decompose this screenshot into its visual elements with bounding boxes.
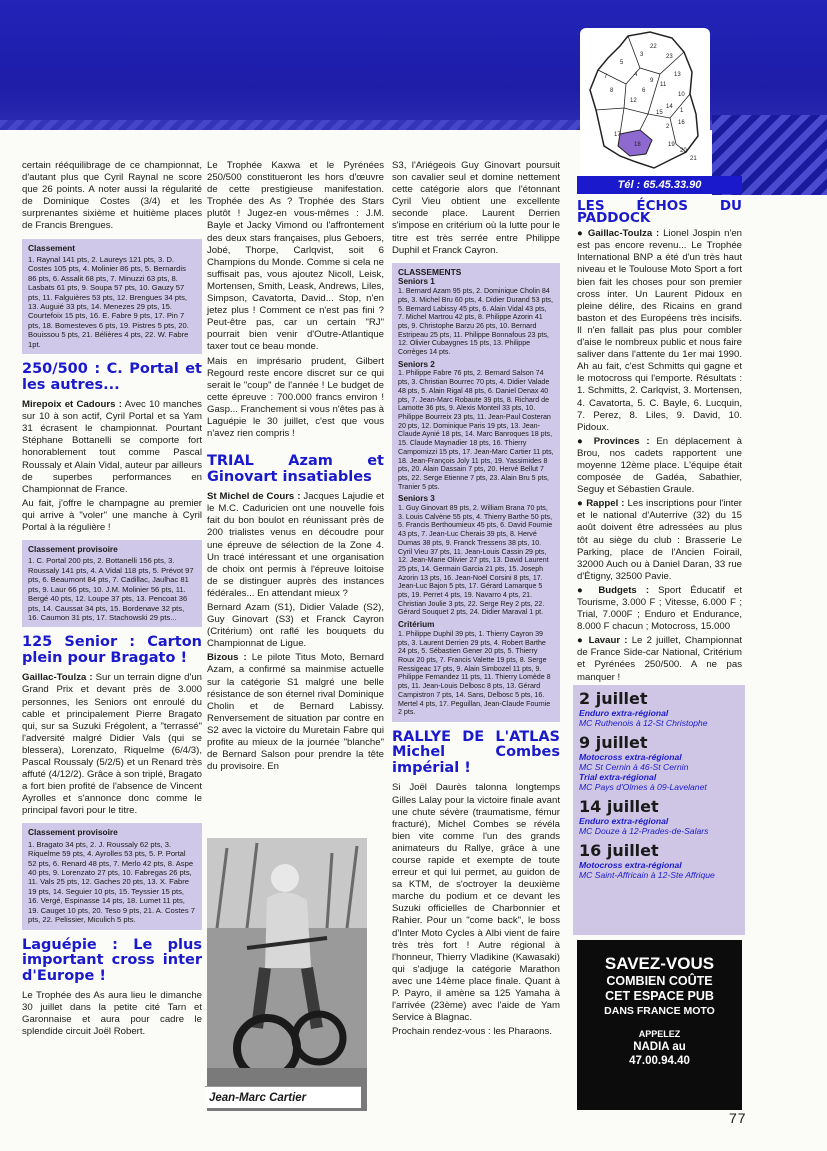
map-label: 5 [620,60,624,66]
paragraph [577,498,742,583]
text: Sport Éducatif et Tourisme, 3.000 F ; Vitesse, 6.000 F ; Trial, 7.000F ; Enduro et Endurance, 8.000 F chacun ; Motocross, 15.000 [577,584,742,633]
paragraph [207,491,384,600]
event-type: Enduro extra-régional [579,708,669,718]
standings-box [22,540,202,627]
event-club: MC Saint-Affricain à 12-Ste Affrique [579,870,715,880]
text: Le 2 juillet, Championnat de France Side-car National, Critérium et Pyrénées 250/500. A ne pas manquer ! [577,635,742,683]
map-label: 1 [680,108,684,114]
lead: Budgets : [598,584,650,596]
section-heading: Laguépie : Le plus important cross inter d'Europe ! [22,936,202,984]
paragraph [577,635,742,683]
text: Jacques Lajudie et le M.C. Caduricien ont une nouvelle fois fait du bon boulot en réunissant près de 200 trialistes venus en découdre pour une épreuve de sélection de la Zone 4. Un tracé intéressant et une organisation de choix ont permis à l'épreuve loitoise de se distinguer auprès des instances fédérales... En attendant mieux ? [207,491,385,599]
map-label: 22 [650,44,657,50]
event-type: Motocross extra-régional [579,752,682,762]
text: En déplacement à Brou, nos cadets rapportent une moyenne 12ème place. L'équipe était composée de Gadéa, Sabathier, Seguy et Sébastien Graule. [577,435,742,496]
box-title: Classement [28,242,76,253]
ad-phone: 47.00.94.40 [629,1055,690,1067]
paragraph [577,228,742,434]
calendar-date: 9 juillet [579,733,648,752]
standings-box [22,239,202,354]
map-label: 11 [660,82,667,88]
map-label: 23 [666,54,673,60]
paragraph: certain rééquilibrage de ce championnat, d'autant plus que Cyril Raynal ne score que 26 points. A noter aussi la régularité de Dominique Costes (3/4) et les surprenantes sixième et huitième places de Francis Brengues. [22,160,202,232]
paragraph [577,585,742,633]
bullet-icon: ● [577,498,587,510]
lead: Gaillac-Toulza : [22,672,93,684]
standings-box [392,263,560,722]
event-club: MC St Cernin à 46-St Cernin [579,762,689,772]
ad-line: APPELEZ [638,1029,681,1039]
map-label: 14 [666,104,673,110]
map-label: 2 [666,124,670,130]
box-text: 1. Bragato 34 pts, 2. J. Roussaly 62 pts, 3. Riquelme 59 pts, 4. Ayrolles 53 pts, 5. P. Portal 52 pts, 6. Renard 48 pts, 7. Merlo 42 pts, 8. Aspe 40 pts, 9. Lorenzato 27 pts, 10. Fabregas 26 pts, 11. Vals 25 pts, 12. Gaches 20 pts, 13. X. Fabre 19 pts, 14. Seguier 10 pts, 15. Teyssier 15 pts, 16. Vergé, Espinasse 14 pts, 18. Lumet 11 pts, 19. Cauget 10 pts, 20. Teso 9 pts, 21. A. Costes 7 pts, 22. Pelissier, Miculich 5 pts. [28,839,196,925]
ad-line: DANS FRANCE MOTO [604,1005,715,1017]
text: Sur un terrain digne d'un Grand Prix et devant près de 3.000 personnes, les Seniors ont enroulé du cable et principalement Pierre Bragato qui, sur sa Suzuki Frégolent, a "terrassé" l'adversité malgré Didier Vals (qui se blessera), Lorenzato, Riquelme (6/4/3), Pascal Roussaly (5/2/5) et un Renard très affuté (4/12/2). Grâce à son triplé, Bragato a fort bien profité de l'absence de Vincent Ayrolles et s'annonce donc comme le principal favori pour le titre. [22,672,203,817]
map-label: 7 [604,74,608,80]
bullet-icon: ● [577,635,589,647]
column-4 [577,200,742,686]
paragraph [207,652,384,773]
box-text: 1. Philippe Duphil 39 pts, 1. Thierry Cayron 39 pts, 3. Laurent Derrien 29 pts, 4. Robert Barthe 24 pts, 5. Sébastien Gener 20 pts, 5. Thierry Roux 20 pts, 7. Francis Valette 19 pts, 8. Serge Ressigeac 17 pts, 9. Alain Simbozel 11 pts, 9. Philippe Fernandez 11 pts, 11. Thierry Lomède 8 pts, 11. Jean-Louis Delbosc 8 pts, 13. Gérard Campistron 7 pts, 14. Sans, Delbosc 5 pts, 16. Mertel 4 pts, 17. Peguillan, Jean-Claude Fournie 2 pts. [398,629,551,717]
box-text: 1. Philippe Fabre 76 pts, 2. Bernard Salson 74 pts, 3. Christian Bourrec 70 pts, 4. Didier Valade 48 pts, 5. Alain Rigal 48 pts, 6. Daniel Denax 40 pts, 7. Jean-Marc Robaute 39 pts, 8. Richard de Lamotte 36 pts, 9. Alexis Monteil 33 pts, 10. Philippe Bourreix 23 pts, 11. Jean-Paul Costeran 20 pts, 12. Dominique Paris 19 pts, 13. Jean-Claude Aynié 18 pts, 14. Marc Banroques 18 pts, 15. Claude Maynadier 18 pts, 16. Thierry Campomizzi 15 pts, 17. Jean-Marc Cartier 11 pts, 18. Jean-François Joly 11 pts, 19. Yassimides 8 pts, 20. Alain Dassain 7 pts, 20. Hervé Bellut 7 pts, 22. Serge Etienne 7 pts, 23. Alain Bru 5 pts, Tranier 5 pts. [398,369,554,491]
box-title: Classement provisoire [28,544,118,555]
section-heading: RALLYE DE L'ATLAS Michel Combes impérial ! [392,728,560,776]
event-club: MC Pays d'Olmes à 09-Lavelanet [579,782,707,792]
box-text: 1. Guy Ginovart 89 pts, 2. William Brana 70 pts, 3. Louis Calvène 55 pts, 4. Thierry Barthe 50 pts, 5. Francis Berthoumieux 45 pts, 6. David Fournie 43 pts, 7. Jean-Luc Cherais 39 pts, 8. Hervé Dumas 38 pts, 9. Franck Tressens 38 pts, 10. Cyril Vieu 37 pts, 11. Jean-Louis Cassin 29 pts, 12. Jean-Marie Olivier 27 pts, 13. David Laurent 25 pts, 14. Germain Garcia 21 pts, 15. Joseph Azorin 13 pts, 16. Jean-Noël Corsini 8 pts, 17. Jean-Luc Bajon 5 pts, 17. Gérard Lamarque 5 pts, 19. Perret 4 pts, 19. Navarro 4 pts, 21. Christian Joulie 3 pts, 22. Serge Rey 2 pts, 22. Gérard Souquet 2 pts, 24. Didier Maraval 1 pt. [398,504,553,617]
text: Avec 10 manches sur 10 à son actif, Cyril Portal et sa Yam 31 écrasent le championnat. Pourtant Stéphane Bottanelli se comporte fort honorablement tout comme Pascal Roussaly et Alain Vidal, auteur par ailleurs de superbes performances en Championnat de France. [22,399,202,495]
paragraph: Prochain rendez-vous : les Pharaons. [392,1026,552,1038]
event-type: Enduro extra-régional [579,816,669,826]
text: Le pilote Titus Moto, Bernard Azam, a confirmé sa mainmise actuelle sur la catégorie S1 malgré une belle résistance de son éternel rival Dominique Cholin et de Bernard Labissy. Renversement de situation par contre en S2 avec la victoire du Muretain Fabre qui profite au mieux de la journée "blanche" de Bernard Salson pour prendre la tête du provisoire. En [207,652,384,773]
paragraph: S3, l'Ariégeois Guy Ginovart poursuit son cavalier seul et domine nettement cette catégorie alors que l'étonnant Cyril Vieu obtient une excellente seconde place. Laurent Derrien s'impose en critérium où la lutte pour le titre est très serrée entre Philippe Duphil et Franck Cayron. [392,160,560,256]
ad-line: CET ESPACE PUB [605,989,714,1003]
ad-line: COMBIEN COÛTE [606,974,713,988]
map-label: 8 [610,88,614,94]
map-label: 13 [674,72,681,78]
lead: Lavaur : [588,635,628,647]
column-2 [207,160,384,775]
map-label: 21 [690,156,697,162]
paragraph [22,399,202,496]
region-map [580,28,710,178]
event-type: Trial extra-régional [579,772,657,782]
paragraph: Si Joël Daurès talonna longtemps Gilles Lalay pour la victoire finale avant une chute sévère (traumatisme, fémur fracturé), Michel Combes se révéla bien vite comme l'un des grands animateurs du Rallye, grâce à une course rapide et exempte de toute erreur et qui lui permet, au guidon de sa KTM, de s'octroyer la deuxième marche du podium et ce devant les Suzuki officielles de Charbonnier et Rahier. Pour un "come back", le boss d'Inter Moto Cycles à Albi vient de faire très très fort ! Autre régional à l'honneur, Thierry Vladikine (Kawasaki) qui s'adjuge la catégorie Marathon avec une 14ème place finale. Quant à P. Payro, il amène sa 125 Yamaha à l'arrivée (23ème) avec l'aide de Yam Service à Blagnac. [392,782,560,1024]
text: Les inscriptions pour l'inter et le national d'Auterrive (32) du 15 août doivent être adressées au plus tôt au siège du club : Brasserie Le Parking, place de l'Ancien Foirail, 32000 Auch ou à Daniel Daran, 33 rue d'Étigny, 32500 Pavie. [577,498,742,582]
box-text: 1. Raynal 141 pts, 2. Laureys 121 pts, 3. D. Costes 105 pts, 4. Molinier 86 pts, 5. Bernardis 86 pts, 6. Assalit 68 pts, 7. Minuzzi 63 pts, 8. Lasbats 61 pts, 9. Soupa 57 pts, 10. Gauzy 57 pts, 11. Falguières 53 pts, 12. Brengues 34 pts, 13. Auguié 33 pts, 14. Menezes 29 pts, 15. Courtefoix 15 pts, 16. E. Fabre 9 pts, 17. Pin 7 pts, 18. Bomesteves 6 pts, 19. Pistres 5 pts, 20. Bouissou 5 pts, 21. Bélières 4 pts, 22. W. Fabre 1pt. [28,254,189,349]
map-label: 17 [614,132,621,138]
bullet-icon: ● [577,435,594,447]
lead: St Michel de Cours : [207,491,301,503]
text: Lionel Jospin n'en est pas encore revenu... Le Trophée International BNP a été d'un très haut niveau et le Toulouse Moto Sport a fort bien fait les choses pour son premier cross inter. Un Laurent Pidoux en pleine délire, des Ricains en grand baston et des Européens très incisifs. Il n'en fallait pas plus pour combler d'aise le nombreux public et nous faire saliver dans l'attente du 1er mai 1990. Ah au fait, c'est Schmitts qui gagne et le motocross qui l'emporte. Résultats : 1. Schmitts, 2. Carlqvist, 3. Mortensen, 4. Cavatorta, 5. C. Bayle, 6. Lucquin, 7. Perez, 8. Liles, 9. David, 10. Pidoux. [577,228,743,433]
bullet-icon: ● [577,584,599,596]
box-text: 1. C. Portal 200 pts, 2. Bottanelli 156 pts, 3. Roussaly 141 pts, 4. A Vidal 118 pts, 5. Prévot 97 pts, 6. Beaumont 84 pts, 7. Cadillac, Jaulhac 81 pts, 9. Laur 66 pts, 10. J.M. Molinier 56 pts, 11. Bergé 40 pts, 12. Loupe 37 pts, 13. Pencoat 36 pts, 14. Caussat 34 pts, 15. Bordenave 32 pts, 16. Caumon 31 pts, 17. Stachowski 29 pts... [28,556,194,622]
calendar-date: 2 juillet [579,689,648,708]
section-heading: 125 Senior : Carton plein pour Bragato ! [22,634,202,666]
event-club: MC Douze à 12-Prades-de-Salars [579,826,709,836]
ad-line: NADIA au [633,1041,686,1053]
map-label: 16 [678,120,685,126]
column-3 [392,160,560,1040]
map-label: 15 [656,110,663,116]
map-label: 18 [634,142,641,148]
box-text: 1. Bernard Azam 95 pts, 2. Dominique Cholin 84 pts, 3. Michel Bru 60 pts, 4. Didier Durand 53 pts, 5. Bernard Labissy 45 pts, 6. Alain Vidal 43 pts, 7. Michel Martrou 42 pts, 8. Philippe Azorin 41 pts, 9. Christophe Barzu 26 pts, 10. Bernard Estripeau 25 pts, 11. Philippe Bonnafous 23 pts, 12. Olivier Cubaygnes 15 pts, 13. Philippe Corrèges 14 pts. [398,287,553,357]
bullet-icon: ● [577,228,588,240]
ad-line: SAVEZ-VOUS [604,954,715,973]
box-subtitle: Seniors 2 [398,359,435,369]
event-club: MC Ruthenois à 12-St Christophe [579,718,708,728]
paragraph [22,672,202,817]
lead: Mirepoix et Cadours : [22,399,122,411]
column-1 [22,160,202,1040]
lead: Provinces : [593,435,650,447]
map-label: 3 [640,52,644,58]
section-heading: TRIAL Azam et Ginovart insatiables [207,453,384,485]
box-subtitle: Seniors 3 [398,494,435,504]
calendar-date: 14 juillet [579,797,659,816]
section-heading: LES ÉCHOS DU PADDOCK [577,198,742,227]
map-label: 12 [630,98,637,104]
event-type: Motocross extra-régional [579,860,682,870]
paragraph: Au fait, j'offre le champagne au premier qui arrive à "voler" une manche à Cyril Portal à la régulière ! [22,497,202,533]
map-label: 10 [678,92,685,98]
event-calendar [573,685,745,935]
map-label: 20 [680,148,687,154]
paragraph: Mais en imprésario prudent, Gilbert Regourd reste encore discret sur ce qui serait le "coup" de l'année ! Le budget de cette épreuve : 700.000 francs environ ! Gasp... Franchement si vous n'êtes pas à Laguépie le 30 juillet, c'est que vous n'avez rien compris ! [207,355,384,440]
paragraph: Le Trophée Kaxwa et le Pyrénées 250/500 constitueront les hors d'œuvre de cette prestigieuse manifestation. Trophée des As ? Trophée des Stars plutôt ! Jugez-en vous-mêmes : J.M. Bayle et Jacky Vimond ou l'affrontement des deux stars françaises, plus Geboers, Jobé, Thorpe, Carlqvist, soit 6 Champions du Monde. Comme si cela ne suffisait pas, vous ajoutez Nicoll, Leisk, Mortensen, Smith, Leask, Andrews, Liles, Simpson, Cavatorta, David... Stop, n'en jetez plus ! Comment ce n'est pas fini ? Peut-être pas, car un certain "RJ" pourrait bien venir d'Outre-Atlantique taxer tout ce beau monde. [207,160,384,353]
standings-box [22,823,202,929]
box-subtitle: Critérium [398,620,435,630]
map-label: 9 [650,78,654,84]
map-label: 4 [634,72,638,78]
paragraph: Bernard Azam (S1), Didier Valade (S2), Guy Ginovart (S3) et Franck Cayron (Critérium) ont raflé les bouquets du Championnat de Ligue. [207,602,384,650]
lead: Rappel : [586,498,625,510]
box-title: Classement provisoire [28,827,118,838]
box-subtitle: Seniors 1 [398,277,435,287]
calendar-date: 16 juillet [579,841,659,860]
telephone-banner: Tél : 65.45.33.90 [577,176,742,194]
box-title: CLASSEMENTS [398,266,462,277]
map-label: 19 [668,142,675,148]
section-heading: 250/500 : C. Portal et les autres... [22,361,202,393]
page-number: 77 [729,1110,747,1126]
lead: Gaillac-Toulza : [587,228,660,240]
lead: Bizous : [207,652,247,664]
map-label: 6 [642,88,646,94]
advertising-box [577,940,742,1110]
paragraph [577,436,742,496]
trial-rider-photo [207,838,367,1111]
paragraph: Le Trophée des As aura lieu le dimanche 30 juillet dans la petite cité Tarn et Garonnaise et aura pour cadre le splendide circuit Joël Robert. [22,990,202,1038]
photo-credit: Jean-Marc Cartier [205,1086,361,1108]
